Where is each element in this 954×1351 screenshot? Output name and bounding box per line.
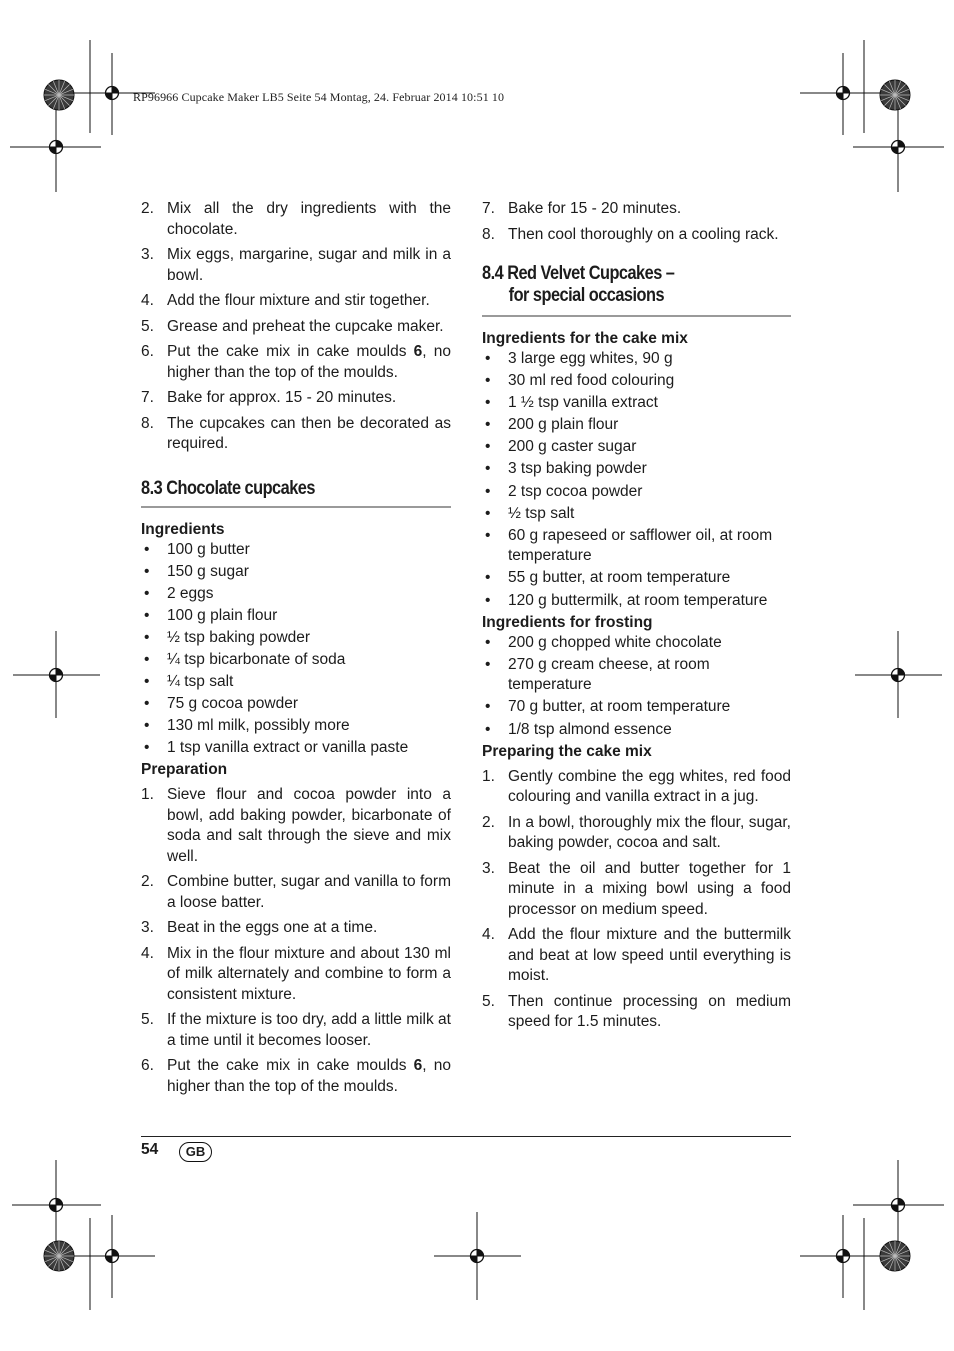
bullet-icon: • (485, 416, 491, 434)
list-item (141, 672, 451, 693)
list-item (141, 872, 451, 913)
step-number: 6. (141, 343, 154, 360)
list-item (482, 568, 791, 589)
preparing-cake-mix-heading: Preparing the cake mix (482, 742, 652, 760)
cake-mix-ingredients-list (482, 349, 791, 611)
list-item (141, 291, 451, 312)
bullet-icon: • (485, 591, 491, 609)
bullet-icon: • (144, 673, 150, 691)
language-badge: GB (179, 1142, 212, 1162)
step-number: 5. (482, 992, 495, 1010)
step-text: The cupcakes can then be decorated as required. (167, 414, 451, 452)
list-item (141, 317, 451, 338)
bullet-icon: • (485, 569, 491, 587)
list-item (482, 225, 791, 246)
list-item (141, 650, 451, 671)
step-number: 3. (141, 919, 154, 937)
list-item (141, 562, 451, 583)
previous-recipe-steps (141, 199, 451, 455)
step-text: Sieve flour and cocoa powder into a bowl, add baking powder, bicarbonate of soda and salt through the sieve and mix well. (167, 786, 451, 865)
preparation-steps (141, 785, 451, 1097)
bullet-icon: • (485, 698, 491, 716)
bullet-icon: • (144, 628, 150, 646)
ingredients-heading: Ingredients (141, 520, 225, 538)
list-item (482, 459, 791, 480)
bullet-icon: • (144, 650, 150, 668)
list-item (141, 414, 451, 455)
step-text: Bake for approx. 15 - 20 minutes. (167, 389, 397, 406)
page-number: 54 (141, 1141, 159, 1158)
list-item (141, 785, 451, 867)
step-number: 4. (141, 944, 154, 962)
bullet-icon: • (144, 739, 150, 757)
list-item (482, 504, 791, 525)
list-item (141, 738, 451, 759)
step-number: 4. (482, 926, 495, 944)
ingredient-text: 1/8 tsp almond essence (508, 720, 672, 738)
bullet-icon: • (485, 526, 491, 544)
ingredient-text: 1 tsp vanilla extract or vanilla paste (167, 739, 409, 757)
step-text: Put the cake mix in cake moulds 6, no higher than the top of the moulds. (167, 343, 452, 381)
list-item (141, 342, 451, 383)
ingredient-text: 1 ½ tsp vanilla extract (508, 394, 658, 412)
step-number: 5. (141, 317, 154, 335)
ingredient-text: 270 g cream cheese, at room temperature (508, 655, 710, 694)
ingredient-text: 60 g rapeseed or safflower oil, at room temperature (508, 526, 773, 565)
previous-recipe-steps-continued (482, 199, 791, 245)
step-text: Then continue processing on medium speed for 1.5 minutes. (508, 992, 791, 1031)
section-title-red-velvet-cupcakes (482, 263, 748, 307)
ingredient-text: 55 g butter, at room temperature (508, 569, 731, 587)
step-text: Beat the oil and butter together for 1 minute in a mixing bowl using a food processor on medium speed. (508, 859, 791, 918)
section-title-line-2: for special occasions (508, 285, 665, 306)
list-item (482, 925, 791, 987)
list-item (482, 767, 791, 808)
step-text: Bake for 15 - 20 minutes. (508, 200, 682, 217)
step-text: Mix in the flour mixture and about 130 ml of milk alternately and combine to form a consistent mixture. (167, 944, 451, 1003)
footer-rule (141, 1136, 791, 1137)
bullet-icon: • (144, 606, 150, 624)
step-text: Add the flour mixture and stir together. (167, 292, 430, 309)
bullet-icon: • (485, 504, 491, 522)
ingredient-text: 3 large egg whites, 90 g (508, 350, 673, 367)
bullet-icon: • (485, 720, 491, 738)
preparing-cake-mix-steps (482, 767, 791, 1033)
list-item (482, 371, 791, 392)
list-item (141, 628, 451, 649)
step-text: Grease and preheat the cupcake maker. (167, 317, 444, 335)
frosting-ingredients-list (482, 633, 791, 740)
step-number: 8. (141, 414, 154, 432)
left-column (141, 199, 451, 1102)
list-item (482, 415, 791, 436)
ingredient-text: 130 ml milk, possibly more (167, 717, 350, 735)
list-item (141, 694, 451, 715)
list-item (141, 1056, 451, 1097)
ingredient-text: ½ tsp salt (508, 504, 575, 522)
ingredient-text: 30 ml red food colouring (508, 372, 675, 390)
list-item (482, 859, 791, 921)
list-item (141, 388, 451, 409)
list-item (482, 720, 791, 741)
step-number: 2. (482, 813, 495, 831)
step-number: 3. (482, 859, 495, 877)
ingredient-text: 70 g butter, at room temperature (508, 698, 731, 716)
ingredient-text: 100 g plain flour (167, 606, 278, 624)
list-item (482, 437, 791, 458)
list-item (482, 482, 791, 503)
list-item (482, 655, 791, 696)
list-item (482, 591, 791, 612)
step-number: 3. (141, 246, 154, 263)
ingredient-text: 200 g chopped white chocolate (508, 633, 722, 651)
bullet-icon: • (485, 655, 491, 673)
step-text: Add the flour mixture and the buttermilk and beat at low speed until everything is moist. (508, 926, 791, 985)
step-text: Mix eggs, margarine, sugar and milk in a bowl. (167, 246, 451, 284)
bullet-icon: • (485, 394, 491, 412)
bullet-icon: • (485, 460, 491, 478)
bullet-icon: • (485, 372, 491, 390)
bullet-icon: • (144, 717, 150, 735)
list-item (141, 245, 451, 286)
bullet-icon: • (144, 540, 150, 558)
list-item (141, 540, 451, 561)
step-text: In a bowl, thoroughly mix the flour, sugar, baking powder, cocoa and salt. (508, 813, 791, 852)
ingredient-text: ¼ tsp salt (167, 673, 234, 691)
ingredient-text: 75 g cocoa powder (167, 695, 298, 713)
ingredient-text: 2 eggs (167, 584, 214, 602)
bullet-icon: • (485, 438, 491, 456)
step-number: 1. (141, 786, 154, 804)
list-item (141, 1010, 451, 1051)
list-item (482, 393, 791, 414)
right-column (482, 199, 791, 1038)
step-text: Then cool thoroughly on a cooling rack. (508, 225, 779, 243)
step-text: If the mixture is too dry, add a little milk at a time until it becomes looser. (167, 1011, 451, 1049)
ingredient-text: ¼ tsp bicarbonate of soda (167, 650, 346, 668)
list-item (482, 992, 791, 1033)
ingredient-text: 200 g plain flour (508, 416, 619, 434)
ingredient-text: 100 g butter (167, 540, 250, 558)
step-number: 7. (141, 389, 154, 406)
section-title-line-1: 8.4 Red Velvet Cupcakes – (482, 263, 675, 284)
step-text: Put the cake mix in cake moulds 6, no higher than the top of the moulds. (167, 1057, 452, 1095)
cake-mix-ingredients-heading: Ingredients for the cake mix (482, 330, 688, 347)
frosting-ingredients-heading: Ingredients for frosting (482, 613, 653, 631)
step-number: 6. (141, 1057, 154, 1075)
list-item (482, 526, 791, 567)
step-number: 2. (141, 873, 154, 891)
bullet-icon: • (485, 350, 491, 367)
step-number: 8. (482, 225, 495, 243)
step-number: 7. (482, 200, 495, 217)
step-number: 2. (141, 200, 154, 217)
ingredient-text: 2 tsp cocoa powder (508, 482, 643, 500)
list-item (482, 813, 791, 854)
preparation-heading: Preparation (141, 761, 228, 779)
print-header: RP96966 Cupcake Maker LB5 Seite 54 Montag, 24. Februar 2014 10:51 10 (133, 90, 505, 104)
list-item (482, 633, 791, 654)
list-item (141, 716, 451, 737)
bullet-icon: • (144, 695, 150, 713)
ingredient-text: 3 tsp baking powder (508, 460, 647, 478)
list-item (482, 349, 791, 370)
list-item (141, 584, 451, 605)
section-title-chocolate-cupcakes: 8.3 Chocolate cupcakes (141, 477, 315, 499)
list-item (482, 697, 791, 718)
step-text: Beat in the eggs one at a time. (167, 919, 378, 937)
step-number: 4. (141, 292, 154, 309)
bullet-icon: • (485, 482, 491, 500)
step-number: 1. (482, 767, 495, 785)
list-item (141, 199, 451, 240)
ingredient-text: 150 g sugar (167, 562, 249, 580)
ingredients-list (141, 540, 451, 759)
bullet-icon: • (144, 584, 150, 602)
bullet-icon: • (485, 633, 491, 651)
list-item (482, 199, 791, 220)
step-text: Combine butter, sugar and vanilla to form a loose batter. (167, 873, 451, 911)
step-text: Gently combine the egg whites, red food colouring and vanilla extract in a jug. (508, 767, 791, 806)
bullet-icon: • (144, 562, 150, 580)
list-item (141, 606, 451, 627)
list-item (141, 944, 451, 1006)
step-text: Mix all the dry ingredients with the chocolate. (167, 200, 451, 238)
ingredient-text: 120 g buttermilk, at room temperature (508, 591, 768, 609)
step-number: 5. (141, 1011, 154, 1029)
ingredient-text: ½ tsp baking powder (167, 628, 311, 646)
ingredient-text: 200 g caster sugar (508, 438, 637, 456)
list-item (141, 918, 451, 939)
